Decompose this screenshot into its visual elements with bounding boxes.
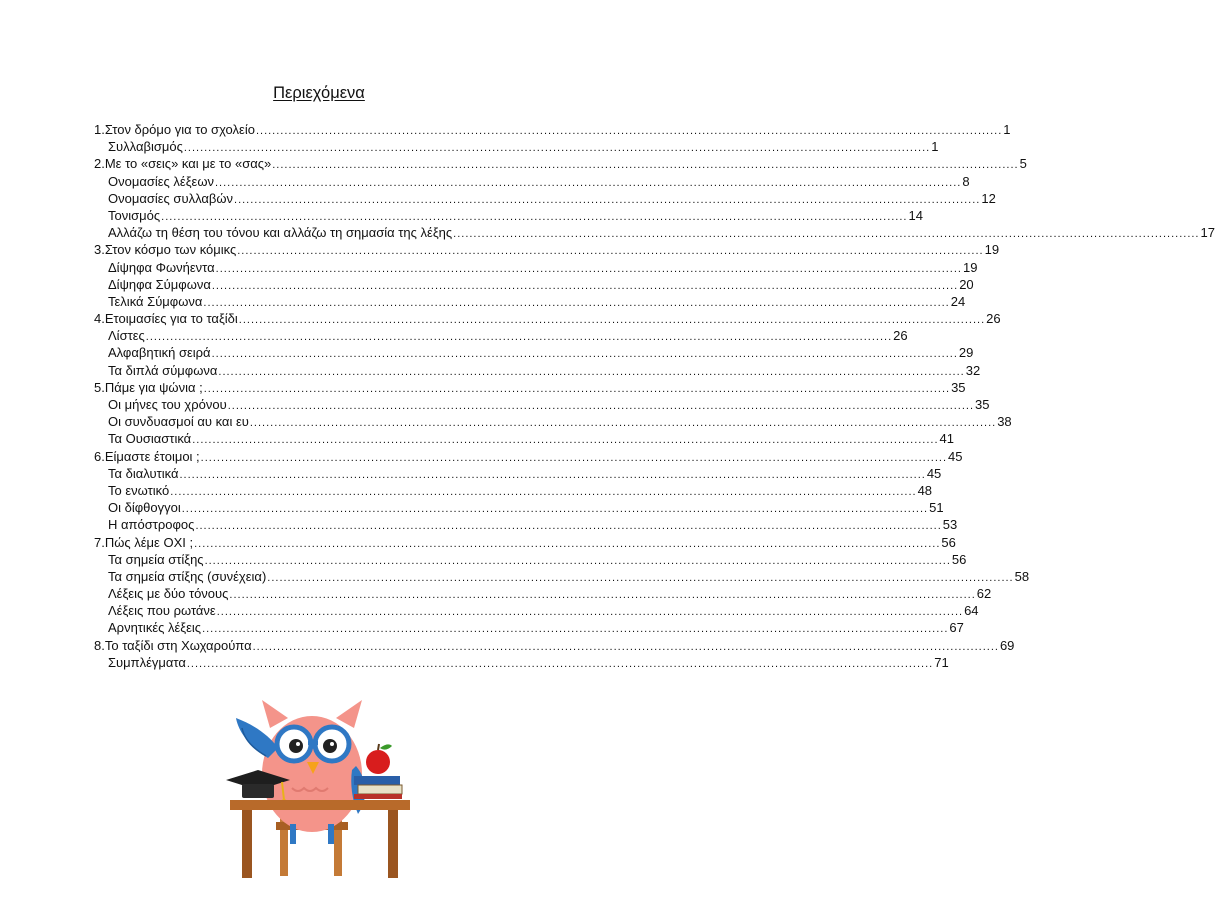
dot-leader <box>253 639 999 656</box>
dot-leader <box>215 175 961 192</box>
toc-entry-title: Τονισμός <box>108 207 161 223</box>
toc-entry-title: Στον δρόμο για το σχολείο <box>104 122 255 137</box>
toc-entry-title: Τα διπλά σύμφωνα <box>108 362 218 378</box>
toc-page-number: 71 <box>934 654 949 670</box>
toc-subentry <box>94 430 955 447</box>
toc-entry-title: Λίστες <box>108 328 145 344</box>
toc-page-number: 35 <box>975 397 990 412</box>
toc-page-number: 45 <box>926 465 942 481</box>
toc-entry-title: Οι συνδυασμοί αυ και ευ <box>108 414 249 430</box>
toc-subentry <box>94 585 992 602</box>
dot-leader <box>272 157 1018 174</box>
toc-page-number: 17 <box>1200 225 1215 241</box>
toc-subentry <box>94 327 908 344</box>
toc-entry-title: Το ταξίδι στη Χωχαρούπα <box>104 637 252 653</box>
toc-entry-title: Συλλαβισμός <box>108 139 183 155</box>
toc-entry-title: Λέξεις με δύο τόνους <box>108 586 229 602</box>
table-of-contents <box>94 121 1215 671</box>
dot-leader <box>204 381 950 398</box>
toc-page-number: 62 <box>976 586 992 602</box>
toc-entry-title: Η απόστροφος <box>108 517 195 533</box>
toc-entry-title: Ονομασίες λέξεων <box>108 173 214 189</box>
toc-subentry <box>94 190 996 207</box>
toc-entry-title: Δίψηφα Φωνήεντα <box>108 259 215 275</box>
toc-page-number: 45 <box>948 448 963 464</box>
toc-chapter <box>94 637 1015 654</box>
toc-page-number: 41 <box>939 431 955 447</box>
toc-page-number: 26 <box>893 328 908 344</box>
toc-entry-title: Λέξεις που ρωτάνε <box>108 603 216 619</box>
dot-leader <box>184 140 930 157</box>
toc-page-number: 24 <box>950 293 966 309</box>
dot-leader <box>216 261 962 278</box>
toc-subentry <box>94 413 1012 430</box>
toc-subentry <box>94 293 966 310</box>
toc-subentry <box>94 602 979 619</box>
dot-leader <box>201 450 947 467</box>
toc-chapter-number: 1. <box>94 122 105 137</box>
dot-leader <box>187 656 933 673</box>
dot-leader <box>203 295 949 312</box>
dot-leader <box>234 192 980 209</box>
toc-entry-title: Στον κόσμο των κόμικς <box>104 242 237 258</box>
dot-leader <box>218 364 964 381</box>
toc-chapter <box>94 241 1000 258</box>
toc-subentry <box>94 499 944 516</box>
page-title: Περιεχόμενα <box>273 84 365 102</box>
toc-page-number: 32 <box>965 362 981 378</box>
toc-subentry <box>94 138 939 155</box>
toc-chapter <box>94 448 963 465</box>
dot-leader <box>202 621 948 638</box>
toc-entry-title: Τελικά Σύμφωνα <box>108 293 203 309</box>
toc-entry-title: Τα διαλυτικά <box>108 465 179 481</box>
book <box>358 785 402 794</box>
dot-leader <box>228 398 974 415</box>
toc-page-number: 26 <box>986 311 1001 327</box>
dot-leader <box>237 243 983 260</box>
dot-leader <box>239 312 985 329</box>
toc-page-number: 1 <box>931 139 939 155</box>
toc-entry-title: Με το «σεις» και με το «σας» <box>104 156 272 172</box>
toc-entry-title: Δίψηφα Σύμφωνα <box>108 276 211 292</box>
toc-entry-title: Αλφαβητική σειρά <box>108 345 211 361</box>
toc-entry-title: Αλλάζω τη θέση του τόνου και αλλάζω τη σημασία της λέξης <box>108 225 453 241</box>
toc-subentry <box>94 465 942 482</box>
dot-leader <box>194 536 940 553</box>
dot-leader <box>453 226 1199 243</box>
toc-page-number: 38 <box>997 414 1012 430</box>
dot-leader <box>192 432 938 449</box>
owl-at-desk-icon <box>222 696 418 880</box>
toc-chapter <box>94 310 1001 327</box>
toc-chapter-number: 7. <box>94 534 105 550</box>
toc-page-number: 1 <box>1003 122 1011 137</box>
toc-page-number: 19 <box>984 242 1000 258</box>
owl-ear <box>336 700 362 728</box>
dot-leader <box>195 518 941 535</box>
dot-leader <box>250 415 996 432</box>
toc-page-number: 51 <box>929 500 944 516</box>
toc-chapter-number: 3. <box>94 242 105 258</box>
toc-subentry <box>94 654 949 671</box>
book <box>354 794 402 799</box>
toc-entry-title: Ετοιμασίες για το ταξίδι <box>104 311 238 327</box>
toc-page-number: 53 <box>942 517 958 533</box>
dot-leader <box>256 123 1002 140</box>
toc-subentry <box>94 551 967 568</box>
dot-leader <box>146 329 892 346</box>
toc-entry-title: Οι δίφθογγοι <box>108 500 181 516</box>
desk-leg <box>242 810 252 878</box>
toc-chapter-number: 5. <box>94 379 105 395</box>
toc-chapter-number: 4. <box>94 311 105 327</box>
toc-page-number: 64 <box>964 603 979 619</box>
dot-leader <box>212 346 958 363</box>
toc-chapter-number: 8. <box>94 637 105 653</box>
dot-leader <box>170 484 916 501</box>
toc-subentry <box>94 344 974 361</box>
toc-page-number: 12 <box>981 190 996 206</box>
dot-leader <box>267 570 1013 587</box>
desk-leg <box>388 810 398 878</box>
toc-subentry <box>94 482 933 499</box>
toc-page-number: 20 <box>959 276 974 292</box>
toc-entry-title: Πώς λέμε ΟΧΙ ; <box>104 534 194 550</box>
toc-entry-title: Το ενωτικό <box>108 482 170 498</box>
toc-entry-title: Τα Ουσιαστικά <box>108 431 192 447</box>
toc-page-number: 29 <box>958 345 974 361</box>
toc-subentry <box>94 362 981 379</box>
toc-page-number: 5 <box>1019 156 1027 172</box>
toc-page-number: 67 <box>949 620 964 636</box>
toc-chapter-number: 2. <box>94 156 105 172</box>
toc-page-number: 56 <box>941 534 956 550</box>
dot-leader <box>179 467 925 484</box>
toc-page-number: 48 <box>917 482 933 498</box>
dot-leader <box>182 501 928 518</box>
toc-entry-title: Είμαστε έτοιμοι ; <box>104 448 200 464</box>
toc-page-number: 58 <box>1014 568 1030 584</box>
toc-subentry <box>94 173 970 190</box>
toc-subentry <box>94 516 958 533</box>
toc-entry-title: Οι μήνες του χρόνου <box>108 397 227 412</box>
toc-entry-title: Τα σημεία στίξης (συνέχεια) <box>108 568 267 584</box>
owl-ear <box>262 700 288 728</box>
dot-leader <box>229 587 975 604</box>
book <box>354 776 400 785</box>
toc-subentry <box>94 207 923 224</box>
toc-entry-title: Συμπλέγματα <box>108 654 186 670</box>
toc-chapter-number: 6. <box>94 448 105 464</box>
toc-page-number: 19 <box>962 259 978 275</box>
toc-entry-title: Τα σημεία στίξης <box>108 551 204 567</box>
toc-entry-title: Πάμε για ψώνια ; <box>104 379 203 395</box>
toc-entry-title: Αρνητικές λέξεις <box>108 620 202 636</box>
toc-page-number: 69 <box>999 637 1015 653</box>
toc-subentry <box>94 224 1215 241</box>
dot-leader <box>205 553 951 570</box>
dot-leader <box>212 278 958 295</box>
toc-page-number: 56 <box>951 551 967 567</box>
toc-subentry <box>94 568 1030 585</box>
toc-chapter <box>94 534 956 551</box>
apple-icon <box>366 750 390 774</box>
toc-subentry <box>94 619 964 636</box>
toc-subentry <box>94 276 974 293</box>
toc-subentry <box>94 259 978 276</box>
desk-top <box>230 800 410 810</box>
toc-page-number: 35 <box>951 379 966 395</box>
toc-subentry <box>94 396 990 413</box>
dot-leader <box>217 604 963 621</box>
toc-page-number: 8 <box>962 173 970 189</box>
toc-chapter <box>94 155 1027 172</box>
toc-chapter <box>94 379 966 396</box>
toc-chapter <box>94 121 1011 138</box>
toc-page-number: 14 <box>908 207 923 223</box>
toc-entry-title: Ονομασίες συλλαβών <box>108 190 234 206</box>
